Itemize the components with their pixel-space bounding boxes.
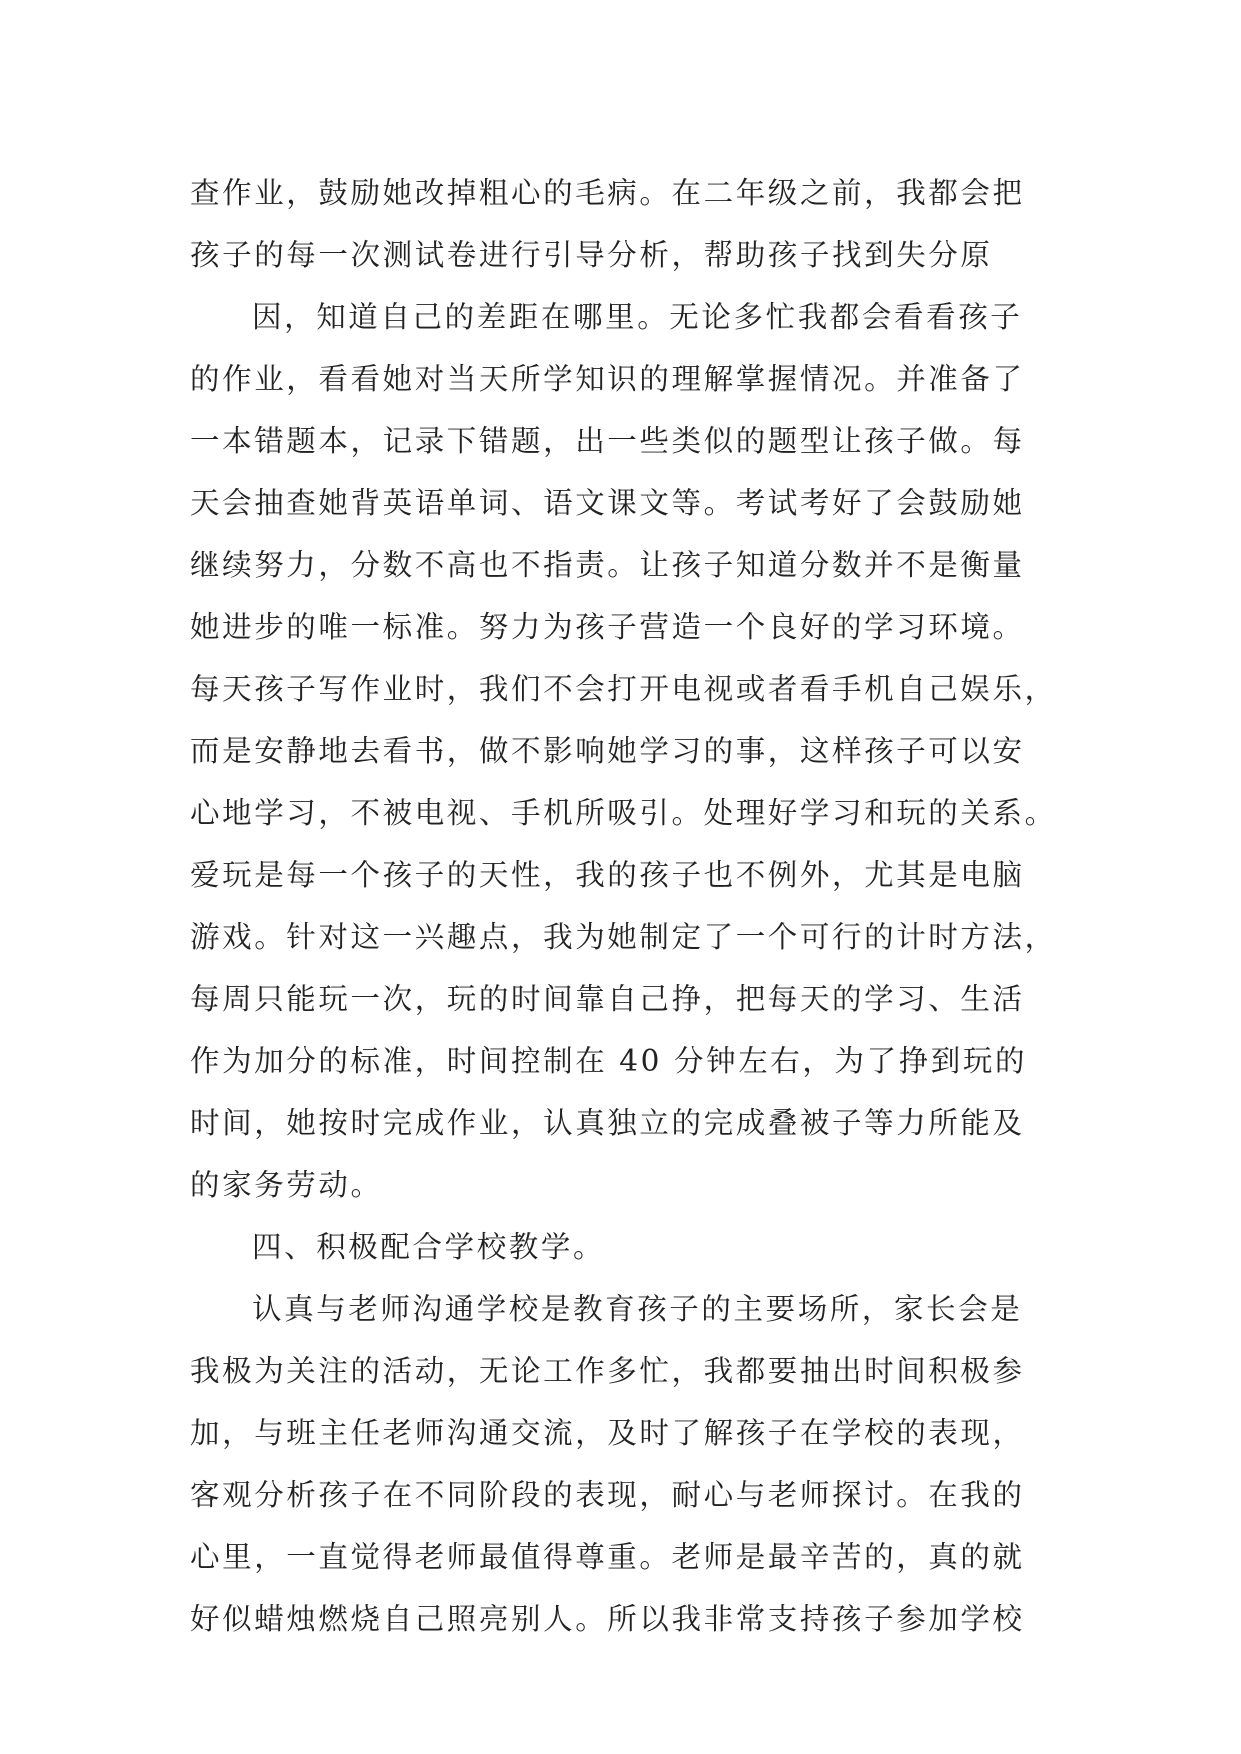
text-line: 爱玩是每一个孩子的天性，我的孩子也不例外，尤其是电脑 bbox=[190, 858, 1025, 892]
text-line: 的作业，看看她对当天所学知识的理解掌握情况。并准备了 bbox=[190, 362, 1025, 396]
text-line: 而是安静地去看书，做不影响她学习的事，这样孩子可以安 bbox=[190, 734, 1025, 768]
text-line: 一本错题本，记录下错题，出一些类似的题型让孩子做。每 bbox=[190, 424, 1025, 458]
text-line: 的家务劳动。 bbox=[190, 1168, 383, 1202]
text-line: 孩子的每一次测试卷进行引导分析，帮助孩子找到失分原 bbox=[190, 238, 993, 272]
text-line: 每周只能玩一次，玩的时间靠自己挣，把每天的学习、生活 bbox=[190, 982, 1025, 1016]
text-line: 继续努力，分数不高也不指责。让孩子知道分数并不是衡量 bbox=[190, 548, 1025, 582]
text-line: 心里，一直觉得老师最值得尊重。老师是最辛苦的，真的就 bbox=[190, 1540, 1025, 1574]
text-line: 我极为关注的活动，无论工作多忙，我都要抽出时间积极参 bbox=[190, 1354, 1025, 1388]
text-line: 心地学习，不被电视、手机所吸引。处理好学习和玩的关系。 bbox=[190, 796, 1057, 830]
text-line: 天会抽查她背英语单词、语文课文等。考试考好了会鼓励她 bbox=[190, 486, 1025, 520]
text-line: 客观分析孩子在不同阶段的表现，耐心与老师探讨。在我的 bbox=[190, 1478, 1025, 1512]
text-line: 好似蜡烛燃烧自己照亮别人。所以我非常支持孩子参加学校 bbox=[190, 1602, 1025, 1636]
text-line: 每天孩子写作业时，我们不会打开电视或者看手机自己娱乐， bbox=[190, 672, 1057, 706]
text-line: 加，与班主任老师沟通交流，及时了解孩子在学校的表现， bbox=[190, 1416, 1025, 1450]
text-line: 因，知道自己的差距在哪里。无论多忙我都会看看孩子 bbox=[252, 300, 1023, 334]
text-line: 四、积极配合学校教学。 bbox=[252, 1230, 606, 1264]
text-line: 时间，她按时完成作业，认真独立的完成叠被子等力所能及 bbox=[190, 1106, 1025, 1140]
body-text bbox=[190, 162, 1070, 1650]
text-line: 游戏。针对这一兴趣点，我为她制定了一个可行的计时方法， bbox=[190, 920, 1057, 954]
text-line: 认真与老师沟通学校是教育孩子的主要场所，家长会是 bbox=[252, 1292, 1023, 1326]
text-line: 她进步的唯一标准。努力为孩子营造一个良好的学习环境。 bbox=[190, 610, 1025, 644]
text-line: 查作业，鼓励她改掉粗心的毛病。在二年级之前，我都会把 bbox=[190, 176, 1025, 210]
text-line: 作为加分的标准，时间控制在 40 分钟左右，为了挣到玩的 bbox=[190, 1044, 1028, 1078]
